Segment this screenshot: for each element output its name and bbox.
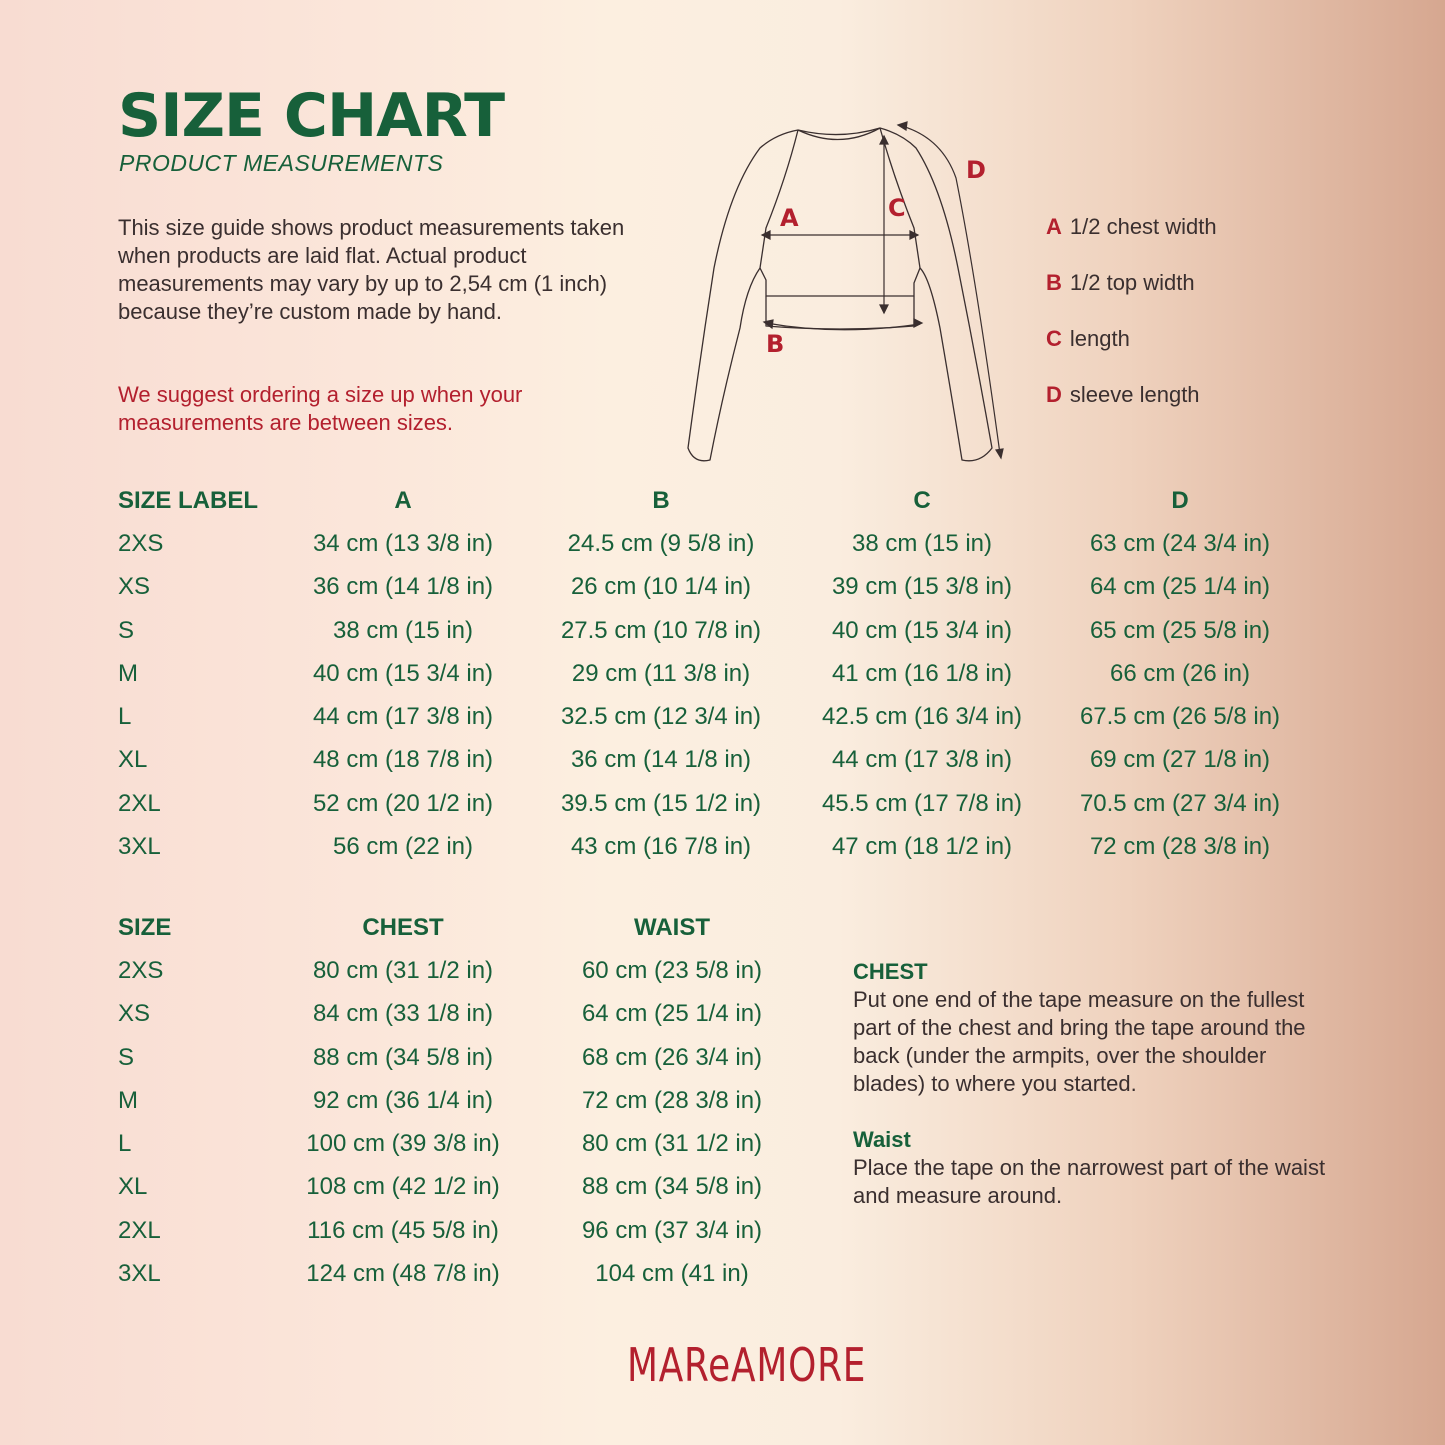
measurement-cell: 39 cm (15 3/8 in) [831, 573, 1013, 601]
measurement-cell: 65 cm (25 5/8 in) [1089, 616, 1271, 644]
measurement-cell: 43 cm (16 7/8 in) [570, 833, 752, 861]
measurement-cell: 44 cm (17 3/8 in) [831, 746, 1013, 774]
size-label-cell: 3XL [118, 1260, 161, 1288]
table-row [118, 1122, 822, 1165]
column-header: WAIST [634, 913, 710, 941]
measurement-cell: 64 cm (25 1/4 in) [1089, 573, 1271, 601]
measurement-cell: 32.5 cm (12 3/4 in) [560, 703, 762, 731]
size-label-cell: L [118, 703, 132, 731]
legend-item-d: D sleeve length [1046, 382, 1200, 407]
diagram-label-a: A [780, 204, 799, 232]
measurement-cell: 36 cm (14 1/8 in) [570, 746, 752, 774]
column-header: C [913, 486, 931, 514]
size-label-cell: 2XS [118, 956, 164, 984]
measurement-cell: 36 cm (14 1/8 in) [312, 573, 494, 601]
column-header: D [1171, 486, 1189, 514]
legend-item-b: B 1/2 top width [1046, 270, 1195, 295]
measurement-cell: 80 cm (31 1/2 in) [312, 956, 494, 984]
measurement-cell: 72 cm (28 3/8 in) [581, 1086, 763, 1114]
measurement-cell: 104 cm (41 in) [595, 1260, 749, 1288]
measurement-cell: 56 cm (22 in) [332, 833, 474, 861]
measurement-cell: 24.5 cm (9 5/8 in) [567, 529, 755, 557]
size-label-cell: S [118, 1043, 135, 1071]
measurement-cell: 124 cm (48 7/8 in) [306, 1260, 500, 1288]
column-header: SIZE LABEL [118, 486, 259, 514]
body-measurements-table [118, 906, 822, 1296]
waist-heading: Waist [853, 1127, 911, 1152]
measurement-cell: 38 cm (15 in) [851, 529, 993, 557]
table-row [118, 1166, 822, 1209]
table-row [118, 993, 822, 1036]
table-header-row [118, 906, 822, 949]
measurement-cell: 100 cm (39 3/8 in) [306, 1130, 500, 1158]
table-row [118, 782, 1316, 825]
measurement-cell: 68 cm (26 3/4 in) [581, 1043, 763, 1071]
measurement-cell: 67.5 cm (26 5/8 in) [1079, 703, 1281, 731]
table-row [118, 739, 1316, 782]
measurement-cell: 42.5 cm (16 3/4 in) [821, 703, 1023, 731]
measurement-cell: 88 cm (34 5/8 in) [312, 1043, 494, 1071]
column-header: SIZE [118, 913, 172, 941]
measurement-cell: 40 cm (15 3/4 in) [831, 616, 1013, 644]
table-row [118, 825, 1316, 868]
table-row [118, 949, 822, 992]
measurement-cell: 108 cm (42 1/2 in) [306, 1173, 500, 1201]
measurement-cell: 64 cm (25 1/4 in) [581, 1000, 763, 1028]
measurement-cell: 47 cm (18 1/2 in) [831, 833, 1013, 861]
size-label-cell: XL [118, 1173, 148, 1201]
size-label-cell: S [118, 616, 135, 644]
measurement-cell: 39.5 cm (15 1/2 in) [560, 789, 762, 817]
size-suggestion: We suggest ordering a size up when your measurements are between sizes. [118, 382, 523, 435]
column-header: CHEST [362, 913, 444, 941]
column-header: A [394, 486, 412, 514]
table-row [118, 609, 1316, 652]
size-label-cell: L [118, 1130, 132, 1158]
legend-item-c: C length [1046, 326, 1130, 351]
how-to-measure [853, 958, 1343, 1238]
measurement-cell: 66 cm (26 in) [1109, 659, 1251, 687]
measurement-cell: 88 cm (34 5/8 in) [581, 1173, 763, 1201]
measurement-cell: 40 cm (15 3/4 in) [312, 659, 494, 687]
measurement-legend [1046, 214, 1217, 438]
size-label-cell: 2XL [118, 789, 161, 817]
diagram-label-c: C [888, 194, 906, 222]
measurement-cell: 116 cm (45 5/8 in) [307, 1216, 499, 1244]
waist-instructions: Place the tape on the narrowest part of the waist and measure around. [853, 1155, 1326, 1208]
measurement-cell: 60 cm (23 5/8 in) [581, 956, 763, 984]
chest-heading: CHEST [853, 959, 928, 984]
measurement-cell: 96 cm (37 3/4 in) [581, 1216, 763, 1244]
measurement-cell: 84 cm (33 1/8 in) [312, 1000, 494, 1028]
measurement-cell: 41 cm (16 1/8 in) [831, 659, 1013, 687]
measurement-cell: 72 cm (28 3/8 in) [1089, 833, 1271, 861]
measurement-cell: 52 cm (20 1/2 in) [312, 789, 494, 817]
size-label-cell: M [118, 1086, 138, 1114]
table-row [118, 522, 1316, 565]
measurement-cell: 63 cm (24 3/4 in) [1089, 529, 1271, 557]
table-row [118, 695, 1316, 738]
size-label-cell: XS [118, 1000, 151, 1028]
measurement-cell: 70.5 cm (27 3/4 in) [1079, 789, 1281, 817]
table-row [118, 1252, 822, 1295]
diagram-label-d: D [966, 156, 986, 184]
table-header-row [118, 479, 1316, 522]
measurement-cell: 29 cm (11 3/8 in) [571, 659, 751, 687]
size-label-cell: 2XS [118, 529, 164, 557]
size-label-cell: 3XL [118, 833, 161, 861]
table-row [118, 1036, 822, 1079]
diagram-label-b: B [766, 330, 785, 358]
measurement-cell: 27.5 cm (10 7/8 in) [560, 616, 762, 644]
size-label-cell: 2XL [118, 1216, 161, 1244]
page-title: SIZE CHART [118, 81, 505, 151]
table-row [118, 566, 1316, 609]
product-measurements-table [118, 479, 1316, 869]
measurement-cell: 38 cm (15 in) [332, 616, 474, 644]
table-row [118, 1079, 822, 1122]
measurement-cell: 48 cm (18 7/8 in) [312, 746, 494, 774]
measurement-cell: 26 cm (10 1/4 in) [570, 573, 752, 601]
chest-instructions: Put one end of the tape measure on the fullest part of the chest and bring the tape around the back (under the armpits, over the shoulder blades) to where you started. [853, 987, 1306, 1096]
size-label-cell: M [118, 659, 138, 687]
measurement-cell: 45.5 cm (17 7/8 in) [821, 789, 1023, 817]
table-row [118, 652, 1316, 695]
column-header: B [652, 486, 670, 514]
legend-item-a: A 1/2 chest width [1046, 214, 1217, 239]
size-label-cell: XL [118, 746, 148, 774]
garment-diagram [680, 118, 1020, 468]
measurement-cell: 44 cm (17 3/8 in) [312, 703, 494, 731]
measurement-cell: 92 cm (36 1/4 in) [312, 1086, 494, 1114]
table-row [118, 1209, 822, 1252]
measurement-cell: 69 cm (27 1/8 in) [1089, 746, 1271, 774]
intro-text: This size guide shows product measurements taken when products are laid flat. Actual product measurements may vary by up to 2,54 cm (1 inch) because they’re custom made by hand. [118, 215, 625, 324]
brand-logo: MAReAMORE [627, 1338, 867, 1392]
measurement-cell: 34 cm (13 3/8 in) [312, 529, 494, 557]
measurement-cell: 80 cm (31 1/2 in) [581, 1130, 763, 1158]
page-subtitle: PRODUCT MEASUREMENTS [119, 150, 444, 176]
size-label-cell: XS [118, 573, 151, 601]
